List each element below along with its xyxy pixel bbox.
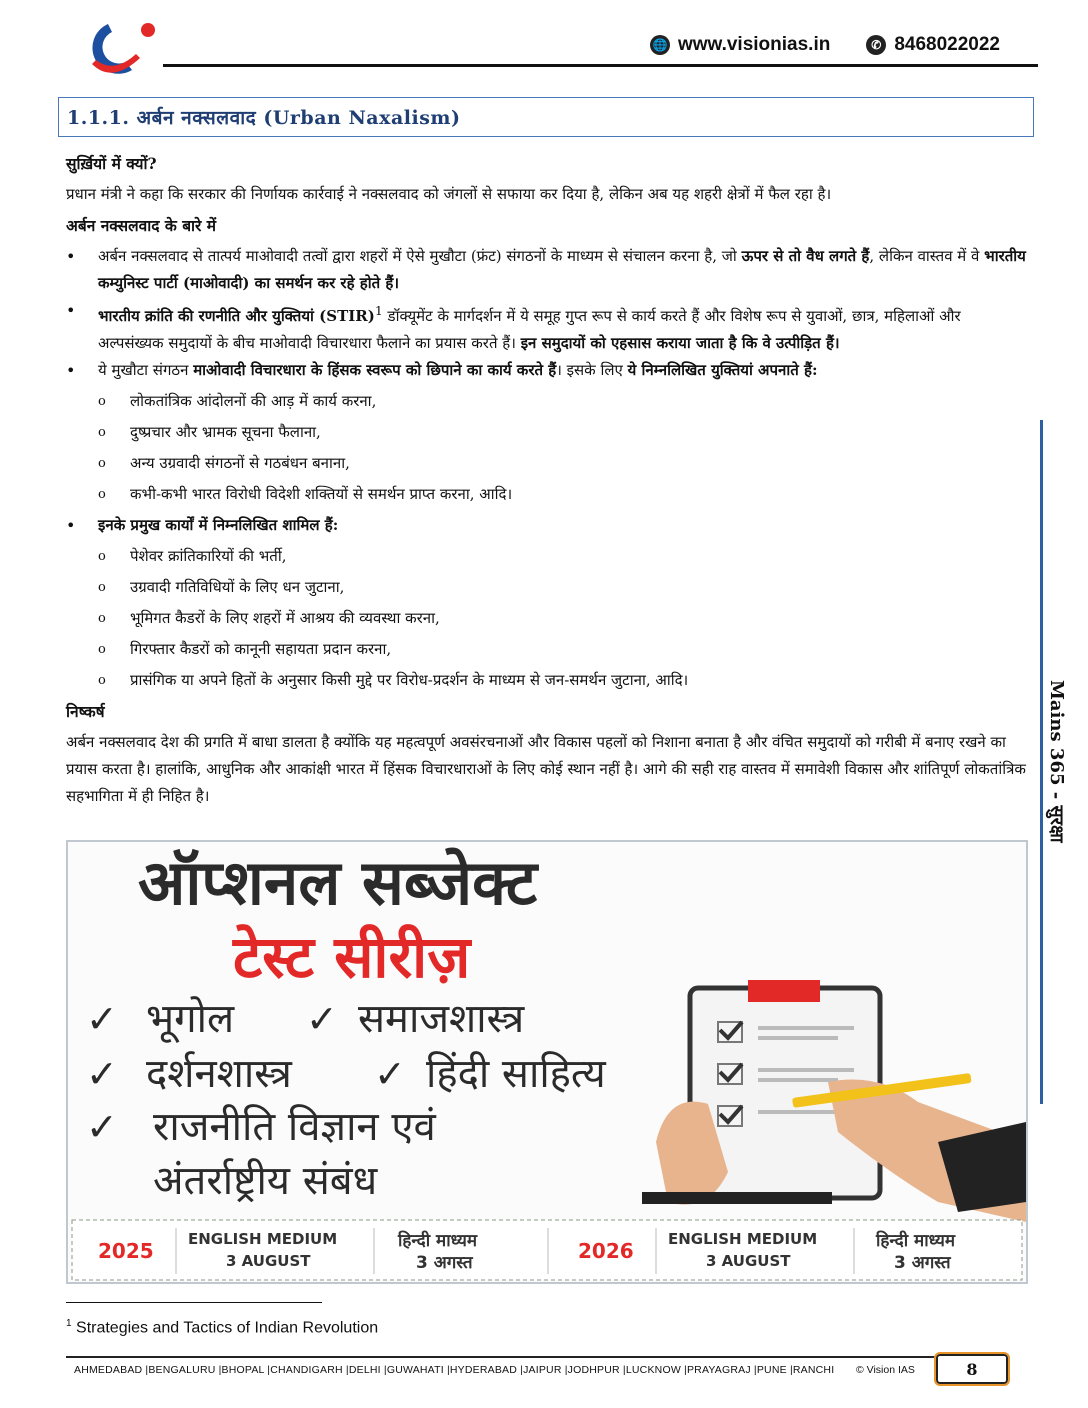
footer-rule bbox=[66, 1356, 946, 1358]
list-item: o उग्रवादी गतिविधियों के लिए धन जुटाना, bbox=[98, 572, 1026, 603]
works-list bbox=[98, 541, 1026, 696]
section-title-box bbox=[58, 97, 1034, 137]
why-news-heading: सुर्ख़ियों में क्यों? bbox=[66, 154, 157, 173]
footnote-ref[interactable]: 1 bbox=[374, 303, 383, 318]
footer-copyright: © Vision IAS bbox=[856, 1364, 915, 1376]
about-heading: अर्बन नक्सलवाद के बारे में bbox=[66, 216, 217, 235]
ad-subject: हिंदी साहित्य bbox=[426, 1051, 606, 1097]
list-item: o लोकतांत्रिक आंदोलनों की आड़ में कार्य करना, bbox=[98, 386, 1026, 417]
ad-hindi-date: 3 अगस्त bbox=[416, 1253, 473, 1273]
conclusion-text: अर्बन नक्सलवाद देश की प्रगति में बाधा डालता है क्योंकि यह महत्वपूर्ण अवसंरचनाओं और विकास पहलों को निशाना बनाता है और वंचित समुदायों को गरीबी में बनाए रखने का प्रयास करता है। हालांकि, आधुनिक और आकांक्षी भारत में हिंसक विचारधाराओं के लिए कोई स्थान नहीं है। आगे की सही राह वास्तव में समावेशी विकास और शांतिपूर्ण लोकतांत्रिक सहभागिता में ही निहित है। bbox=[66, 733, 1026, 805]
ad-hindi-medium: हिन्दी माध्यम bbox=[398, 1231, 478, 1251]
list-item: o गिरफ्तार कैडरों को कानूनी सहायता प्रदान करना, bbox=[98, 634, 1026, 665]
ad-english-date: 3 AUGUST bbox=[226, 1252, 311, 1270]
section-title: 1.1.1. अर्बन नक्सलवाद (Urban Naxalism) bbox=[67, 107, 461, 129]
ad-subject: अंतर्राष्ट्रीय संबंध bbox=[153, 1158, 378, 1204]
ad-hindi-medium: हिन्दी माध्यम bbox=[876, 1231, 956, 1251]
tactics-list bbox=[98, 386, 1026, 510]
list-item: o पेशेवर क्रांतिकारियों की भर्ती, bbox=[98, 541, 1026, 572]
header-contact bbox=[650, 34, 1000, 56]
conclusion-heading: निष्कर्ष bbox=[66, 702, 105, 721]
about-list bbox=[66, 243, 1026, 696]
website-link[interactable]: www.visionias.in bbox=[677, 34, 831, 55]
ad-english-medium: ENGLISH MEDIUM bbox=[668, 1230, 818, 1248]
phone-number[interactable]: 8468022022 bbox=[894, 34, 1000, 55]
check-icon: ✓ bbox=[306, 997, 338, 1041]
test-series-ad[interactable] bbox=[66, 840, 1028, 1284]
side-label: Mains 365 - सुरक्षा bbox=[1046, 680, 1067, 843]
globe-icon: 🌐 bbox=[650, 35, 670, 55]
ad-subject: दर्शनशास्त्र bbox=[146, 1051, 292, 1097]
list-item: o अन्य उग्रवादी संगठनों से गठबंधन बनाना, bbox=[98, 448, 1026, 479]
footnote-text: Strategies and Tactics of Indian Revolution bbox=[76, 1319, 379, 1337]
footnote-number: 1 bbox=[66, 1318, 72, 1329]
check-icon: ✓ bbox=[86, 1105, 118, 1149]
vision-ias-logo bbox=[78, 18, 160, 80]
about-bullet-1: • अर्बन नक्सलवाद से तात्पर्य माओवादी तत्वों द्वारा शहरों में ऐसे मुखौटा (फ्रंट) संगठनों के माध्यम से संचालन करना है, जो ऊपर से तो वैध लगते हैं, लेकिन वास्तव में वे भारतीय कम्युनिस्ट पार्टी (माओवादी) का समर्थन कर रहे होते हैं। bbox=[66, 243, 1026, 297]
list-item: o भूमिगत कैडरों के लिए शहरों में आश्रय की व्यवस्था करना, bbox=[98, 603, 1026, 634]
ad-subtitle: टेस्ट सीरीज़ bbox=[233, 923, 471, 991]
clipboard-illustration bbox=[642, 980, 1026, 1222]
ad-year-2025: 2025 bbox=[98, 1239, 154, 1263]
footnote bbox=[66, 1318, 378, 1337]
ad-artwork bbox=[68, 842, 1026, 1282]
footer-cities: AHMEDABAD |BENGALURU |BHOPAL |CHANDIGARH |DELHI |GUWAHATI |HYDERABAD |JAIPUR |JODHPUR |LUCKNOW |PRAYAGRAJ |PUNE |RANCHI bbox=[74, 1364, 835, 1376]
about-bullet-4: • इनके प्रमुख कार्यों में निम्नलिखित शामिल हैं: o पेशेवर क्रांतिकारियों की भर्ती, o उग्रवादी गतिविधियों के लिए धन जुटाना, o भूमिगत कैडरों के लिए शहरों में आश्रय की व्यवस्था करना, o गिरफ्तार कैडरों को कानूनी सहायता प्रदान करना, o प्रासंगिक या अपने हितों के अनुसार किसी मुद्दे पर विरोध-प्रदर्शन के माध्यम से जन-समर्थन जुटाना, आदि। bbox=[66, 512, 1026, 696]
about-bullet-2: • भारतीय क्रांति की रणनीति और युक्तियां (STIR)$^1$ डॉक्यूमेंट के मार्गदर्शन में ये समूह गुप्त रूप से कार्य करते हैं और विशेष रूप से युवाओं, छात्र, महिलाओं और अल्पसंख्यक समुदायों के बीच माओवादी विचारधारा फैलाने का प्रयास करते हैं। इन समुदायों को एहसास कराया जाता है कि वे उत्पीड़ित हैं। bbox=[66, 297, 1026, 357]
footnote-rule bbox=[66, 1302, 322, 1303]
ad-year-2026: 2026 bbox=[578, 1239, 634, 1263]
about-bullet-3: • ये मुखौटा संगठन माओवादी विचारधारा के हिंसक स्वरूप को छिपाने का कार्य करते हैं। इसके लिए ये निम्नलिखित युक्तियां अपनाते हैं: o लोकतांत्रिक आंदोलनों की आड़ में कार्य करना, o दुष्प्रचार और भ्रामक सूचना फैलाना, o अन्य उग्रवादी संगठनों से गठबंधन बनाना, o कभी-कभी भारत विरोधी विदेशी शक्तियों से समर्थन प्राप्त करना, आदि। bbox=[66, 357, 1026, 510]
check-icon: ✓ bbox=[86, 1052, 118, 1096]
check-icon: ✓ bbox=[86, 997, 118, 1041]
page-number: 8 bbox=[934, 1352, 1010, 1386]
why-news-text: प्रधान मंत्री ने कहा कि सरकार की निर्णायक कार्रवाई ने नक्सलवाद को जंगलों से सफाया कर दिया है, लेकिन अब यह शहरी क्षेत्रों में फैल रहा है। bbox=[66, 185, 832, 203]
ad-english-date: 3 AUGUST bbox=[706, 1252, 791, 1270]
ad-subject: भूगोल bbox=[146, 996, 235, 1042]
list-item: o कभी-कभी भारत विरोधी विदेशी शक्तियों से समर्थन प्राप्त करना, आदि। bbox=[98, 479, 1026, 510]
ad-subject: समाजशास्त्र bbox=[358, 996, 525, 1042]
ad-subject: राजनीति विज्ञान एवं bbox=[153, 1104, 436, 1150]
ad-english-medium: ENGLISH MEDIUM bbox=[188, 1230, 338, 1248]
phone-icon: ✆ bbox=[866, 35, 886, 55]
check-icon: ✓ bbox=[374, 1052, 406, 1096]
main-content bbox=[66, 150, 1026, 814]
ad-hindi-date: 3 अगस्त bbox=[894, 1253, 951, 1273]
ad-title: ऑप्शनल सब्जेक्ट bbox=[138, 846, 538, 919]
list-item: o प्रासंगिक या अपने हितों के अनुसार किसी मुद्दे पर विरोध-प्रदर्शन के माध्यम से जन-समर्थन जुटाना, आदि। bbox=[98, 665, 1026, 696]
side-tab-line bbox=[1040, 420, 1043, 1104]
list-item: o दुष्प्रचार और भ्रामक सूचना फैलाना, bbox=[98, 417, 1026, 448]
header-rule bbox=[163, 64, 1038, 67]
